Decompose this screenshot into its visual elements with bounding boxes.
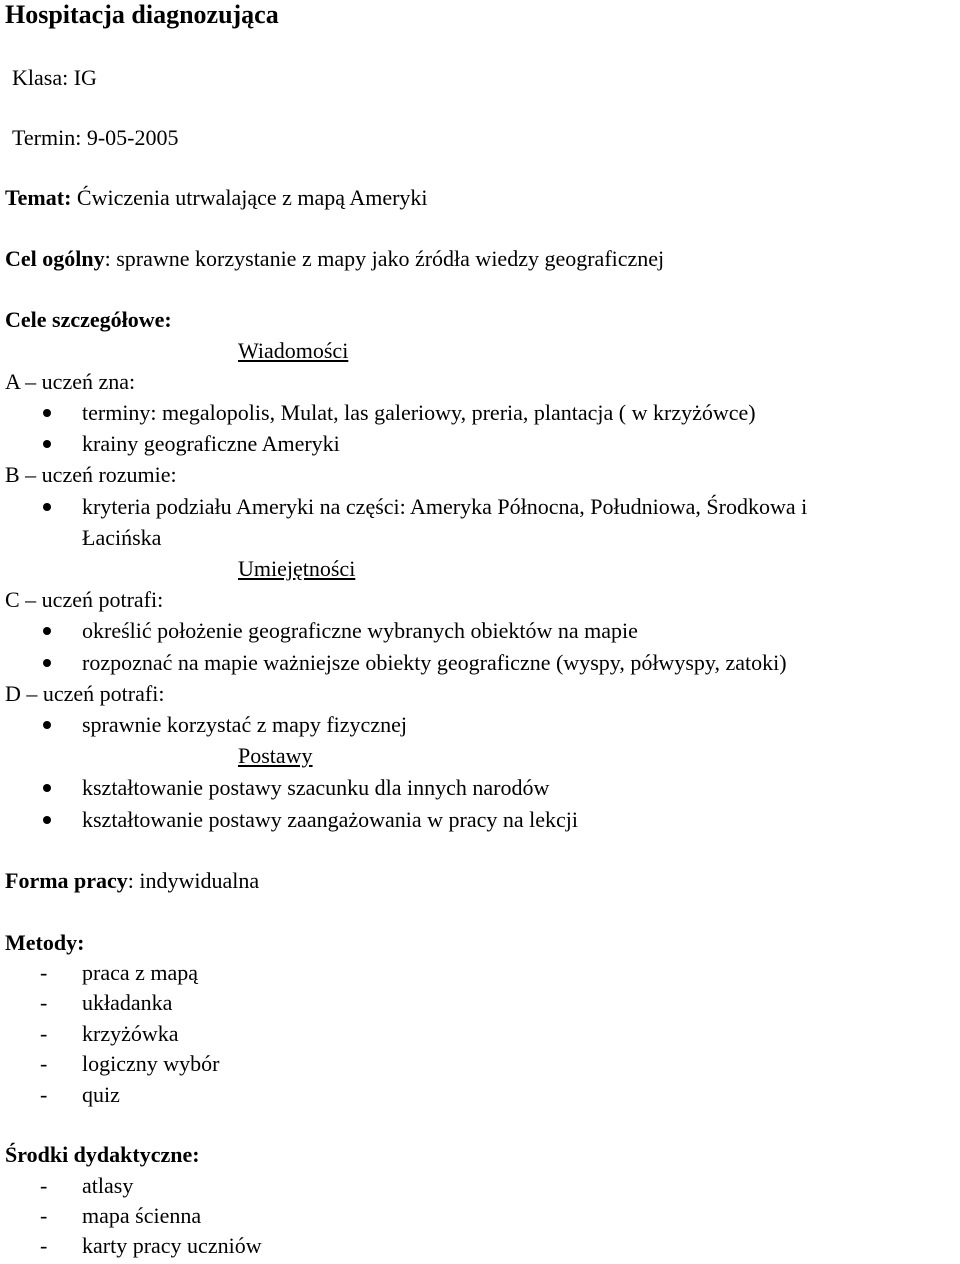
cele-szczegolowe-heading: Cele szczegółowe: <box>5 307 172 332</box>
forma-pracy-value: : indywidualna <box>127 868 260 893</box>
forma-pracy-label: Forma pracy <box>5 868 128 893</box>
bullet-icon <box>43 440 51 448</box>
list-item-text: kształtowanie postawy zaangażowania w pracy na lekcji <box>82 807 579 832</box>
dash-marker: - <box>40 1233 48 1258</box>
dash-marker: - <box>40 1082 48 1107</box>
section-d-label: D – uczeń potrafi: <box>5 681 165 706</box>
list-item-text: rozpoznać na mapie ważniejsze obiekty geograficzne (wyspy, półwyspy, zatoki) <box>82 650 787 675</box>
list-item-text: kryteria podziału Ameryki na części: Ameryka Północna, Południowa, Środkowa i <box>82 494 808 519</box>
forma-pracy-line <box>5 868 259 894</box>
list-item-text: karty pracy uczniów <box>82 1233 262 1258</box>
srodki-heading: Środki dydaktyczne: <box>5 1142 200 1167</box>
list-item-text: atlasy <box>82 1173 134 1198</box>
bullet-icon <box>43 816 51 824</box>
cel-ogolny-value: : sprawne korzystanie z mapy jako źródła wiedzy geograficznej <box>104 246 665 271</box>
bullet-icon <box>43 659 51 667</box>
temat-value: Ćwiczenia utrwalające z mapą Ameryki <box>71 185 428 210</box>
list-item-text: terminy: megalopolis, Mulat, las galeriowy, preria, plantacja ( w krzyżówce) <box>82 400 756 425</box>
wiadomosci-heading: Wiadomości <box>238 338 349 363</box>
dash-marker: - <box>40 960 48 985</box>
cel-ogolny-label: Cel ogólny <box>5 246 105 271</box>
section-c-label: C – uczeń potrafi: <box>5 587 164 612</box>
section-b-label: B – uczeń rozumie: <box>5 462 177 487</box>
list-item-text: sprawnie korzystać z mapy fizycznej <box>82 712 407 737</box>
postawy-heading: Postawy <box>238 743 313 768</box>
dash-marker: - <box>40 1173 48 1198</box>
document-title: Hospitacja diagnozująca <box>5 0 279 29</box>
list-item-text: układanka <box>82 990 173 1015</box>
list-item-text: mapa ścienna <box>82 1203 202 1228</box>
umiejetnosci-heading: Umiejętności <box>238 556 356 581</box>
list-item-text: określić położenie geograficzne wybranych obiektów na mapie <box>82 618 638 643</box>
bullet-icon <box>43 627 51 635</box>
dash-marker: - <box>40 1051 48 1076</box>
list-item-text: logiczny wybór <box>82 1051 220 1076</box>
bullet-icon <box>43 409 51 417</box>
section-a-label: A – uczeń zna: <box>5 369 136 394</box>
bullet-icon <box>43 784 51 792</box>
list-item-text: krainy geograficzne Ameryki <box>82 431 340 456</box>
dash-marker: - <box>40 1203 48 1228</box>
temat-label: Temat: <box>5 185 72 210</box>
dash-marker: - <box>40 1021 48 1046</box>
temat-line <box>5 185 428 211</box>
dash-marker: - <box>40 990 48 1015</box>
bullet-icon <box>43 721 51 729</box>
metody-heading: Metody: <box>5 930 85 955</box>
bullet-icon <box>43 503 51 511</box>
list-item-continuation: Łacińska <box>82 525 162 550</box>
klasa-line: Klasa: IG <box>12 65 97 90</box>
list-item-text: krzyżówka <box>82 1021 179 1046</box>
cel-ogolny-line <box>5 246 664 272</box>
list-item-text: quiz <box>82 1082 120 1107</box>
list-item-text: praca z mapą <box>82 960 199 985</box>
list-item-text: kształtowanie postawy szacunku dla innych narodów <box>82 775 550 800</box>
termin-line: Termin: 9-05-2005 <box>12 125 179 150</box>
